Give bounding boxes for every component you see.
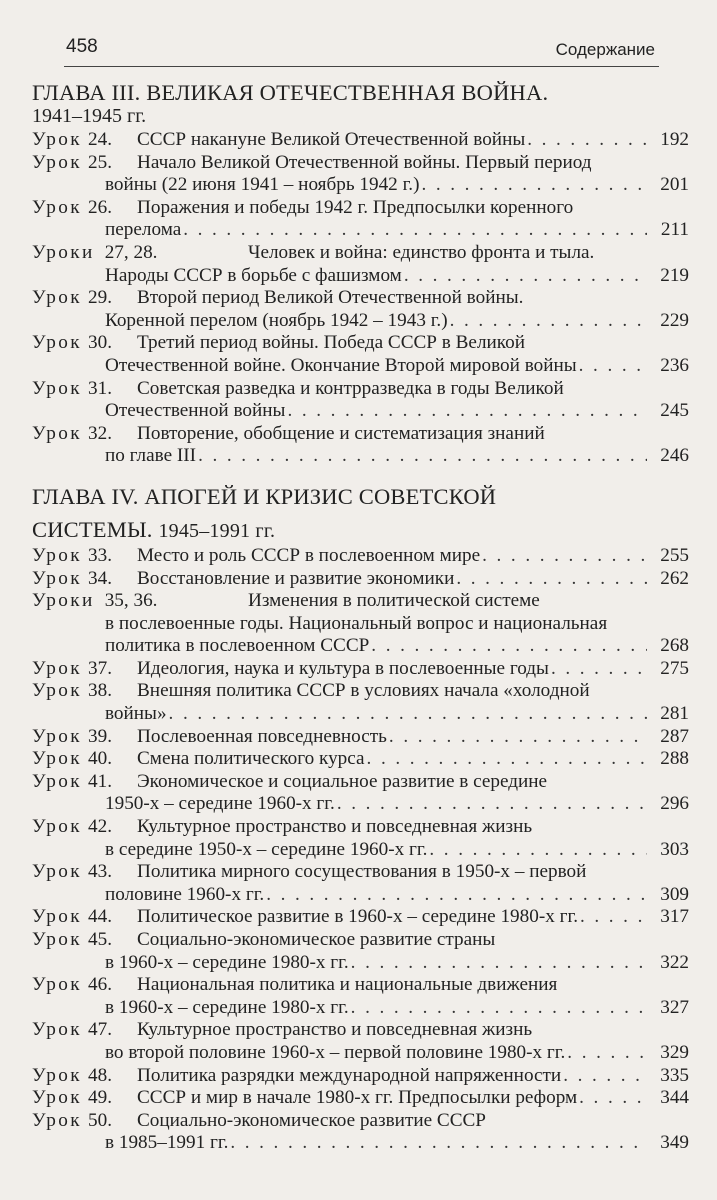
lesson-word: Урок (32, 861, 83, 883)
lesson-number: 41. (88, 770, 112, 792)
lesson-label (32, 906, 137, 929)
chapter-section (32, 484, 689, 1155)
dot-leader (580, 906, 647, 929)
lesson-number: 46. (88, 974, 112, 996)
lesson-label (32, 129, 137, 152)
lesson-label (32, 1019, 137, 1042)
lesson-word: Урок (32, 196, 83, 218)
lesson-word: Урок (32, 1064, 83, 1086)
lesson-word: Урок (32, 929, 83, 950)
lesson-label (32, 545, 137, 568)
lesson-word: Урок (32, 129, 83, 150)
lesson-entry[interactable] (32, 152, 689, 197)
header-rule (64, 66, 659, 67)
lesson-word: Урок (32, 544, 83, 566)
page-reference: 288 (660, 748, 689, 770)
page-reference: 281 (660, 703, 689, 725)
dot-leader (367, 748, 647, 771)
dot-leader (351, 997, 647, 1020)
page-reference: 255 (660, 544, 689, 566)
lesson-word: Урок (32, 151, 83, 173)
lesson-word: Урок (32, 1109, 83, 1131)
lesson-entry[interactable] (32, 332, 689, 377)
lesson-label (32, 197, 137, 220)
lesson-title-line: перелома (105, 219, 182, 241)
page-reference: 317 (660, 906, 689, 928)
dot-leader (527, 129, 647, 152)
page-reference: 219 (660, 264, 689, 286)
lesson-title-line: Социально-экономическое развитие страны (137, 929, 496, 950)
dot-leader (230, 1132, 647, 1155)
lesson-title-line: войны (22 июня 1941 – ноябрь 1942 г.) (105, 174, 420, 196)
lesson-word: Уроки (32, 590, 95, 612)
lesson-word: Урок (32, 332, 83, 354)
lesson-word: Урок (32, 567, 83, 589)
lesson-word: Урок (32, 422, 83, 444)
lesson-label (32, 816, 137, 839)
lesson-title-line: Советская разведка и контрразведка в годы Великой (137, 377, 564, 399)
lesson-entry[interactable] (32, 568, 689, 591)
dot-leader (404, 265, 647, 288)
lesson-label (32, 568, 137, 591)
lesson-title-line: Изменения в политической системе (248, 590, 540, 612)
page-reference: 262 (660, 567, 689, 589)
lesson-label (32, 287, 137, 310)
lesson-title-line: Третий период войны. Победа СССР в Великой (137, 332, 525, 354)
lesson-number: 27, 28. (104, 241, 158, 263)
dot-leader (351, 952, 647, 975)
lesson-number: 48. (88, 1064, 112, 1086)
lesson-entry[interactable] (32, 197, 689, 242)
lesson-label (32, 658, 137, 681)
dot-leader (482, 545, 647, 568)
lesson-title-line: Национальная политика и национальные движения (137, 974, 558, 996)
lesson-entry[interactable] (32, 423, 689, 468)
lesson-word: Урок (32, 906, 83, 928)
chapter-dates: 1945–1991 гг. (158, 519, 276, 542)
page-reference: 335 (660, 1064, 689, 1086)
dot-leader (450, 310, 647, 333)
page-reference: 344 (660, 1087, 689, 1109)
lesson-title-line: Второй период Великой Отечественной войны. (137, 287, 524, 309)
lesson-title-line: Социально-экономическое развитие СССР (137, 1109, 486, 1131)
lesson-entry[interactable] (32, 1019, 689, 1064)
lesson-number: 42. (88, 816, 112, 838)
lesson-entry[interactable] (32, 906, 689, 929)
lesson-title-line: Культурное пространство и повседневная жизнь (137, 1019, 533, 1041)
lesson-number: 43. (88, 861, 112, 883)
lesson-title-line: по главе III (105, 445, 197, 467)
lesson-word: Уроки (32, 241, 95, 263)
dot-leader (563, 1065, 647, 1088)
dot-leader (567, 1042, 647, 1065)
page-reference: 201 (660, 174, 689, 196)
lesson-title-line: Начало Великой Отечественной войны. Первый период (137, 151, 592, 173)
lesson-title-line: во второй половине 1960-х – первой половине 1980-х гг. (105, 1041, 566, 1063)
dot-leader (421, 174, 647, 197)
chapter-section (32, 80, 689, 468)
chapter-title (32, 80, 689, 105)
lesson-label (32, 1065, 137, 1088)
lesson-label (32, 680, 137, 703)
lesson-label (32, 1110, 137, 1133)
chapter-title-line (32, 105, 689, 128)
chapter-title-line (32, 517, 689, 544)
lesson-entry[interactable] (32, 726, 689, 749)
chapter-title-text: ГЛАВА IV. АПОГЕЙ И КРИЗИС СОВЕТСКОЙ (32, 483, 497, 509)
lesson-number: 26. (88, 196, 112, 218)
running-title: Содержание (555, 40, 655, 59)
lesson-label (32, 590, 248, 613)
lesson-label (32, 771, 137, 794)
lesson-title-line: Народы СССР в борьбе с фашизмом (105, 264, 402, 286)
lesson-title-line: войны» (105, 703, 167, 725)
lesson-entry[interactable] (32, 816, 689, 861)
lesson-word: Урок (32, 725, 83, 747)
lesson-entry[interactable] (32, 1065, 689, 1088)
lesson-entry[interactable] (32, 1087, 689, 1110)
lesson-word: Урок (32, 1087, 83, 1109)
table-of-contents (32, 80, 689, 1155)
dot-leader (337, 793, 647, 816)
chapter-title-continuation: СИСТЕМЫ. (32, 516, 153, 542)
lesson-number: 50. (88, 1109, 112, 1131)
lesson-title-line: Внешняя политика СССР в условиях начала «холодной (137, 680, 590, 702)
lesson-title-line: в 1960-х – середине 1980-х гг. (105, 996, 349, 1018)
dot-leader (579, 355, 647, 378)
lesson-word: Урок (32, 748, 83, 770)
lesson-title-line: Послевоенная повседневность (137, 725, 387, 747)
lesson-label (32, 378, 137, 401)
dot-leader (169, 703, 647, 726)
lesson-label (32, 1087, 137, 1110)
lesson-entry[interactable] (32, 129, 689, 152)
lesson-title-line: в середине 1950-х – середине 1960-х гг. (105, 838, 428, 860)
lesson-title-line: Восстановление и развитие экономики (137, 567, 455, 589)
dot-leader (183, 219, 647, 242)
lesson-title-line: в 1985–1991 гг. (105, 1132, 229, 1154)
lesson-label (32, 974, 137, 997)
lesson-number: 34. (88, 567, 112, 589)
lesson-entry[interactable] (32, 378, 689, 423)
lesson-title-line: Поражения и победы 1942 г. Предпосылки коренного (137, 196, 574, 218)
page-reference: 309 (660, 883, 689, 905)
lesson-entry[interactable] (32, 974, 689, 1019)
lesson-number: 35, 36. (104, 590, 158, 612)
lesson-title-line: Политика мирного сосуществования в 1950-х – первой (137, 861, 587, 883)
lesson-entry[interactable] (32, 748, 689, 771)
lesson-entry[interactable] (32, 590, 689, 658)
lesson-word: Урок (32, 974, 83, 996)
lesson-title-line: в 1960-х – середине 1980-х гг. (105, 951, 349, 973)
page-reference: 268 (660, 635, 689, 657)
lesson-word: Урок (32, 680, 83, 702)
lesson-label (32, 152, 137, 175)
dot-leader (287, 400, 647, 423)
lesson-word: Урок (32, 657, 83, 679)
lesson-entry[interactable] (32, 1110, 689, 1155)
lesson-number: 47. (88, 1019, 112, 1041)
dot-leader (266, 884, 647, 907)
lesson-number: 32. (88, 422, 112, 444)
dot-leader (551, 658, 647, 681)
page-reference: 245 (660, 400, 689, 422)
page-reference: 211 (660, 219, 689, 241)
lesson-number: 31. (88, 377, 112, 399)
lesson-entry[interactable] (32, 287, 689, 332)
lesson-title-line: СССР накануне Великой Отечественной войны (137, 129, 526, 150)
page-reference: 275 (660, 657, 689, 679)
dot-leader (389, 726, 647, 749)
lesson-title-line: Человек и война: единство фронта и тыла. (248, 241, 595, 263)
lesson-number: 24. (88, 129, 112, 150)
lesson-title-line: Политическое развитие в 1960-х – середине 1980-х гг. (137, 906, 578, 928)
chapter-dates: 1941–1945 гг. (32, 105, 147, 127)
lesson-number: 29. (88, 287, 112, 309)
lesson-number: 25. (88, 151, 112, 173)
lesson-title-line: половине 1960-х гг. (105, 883, 265, 905)
page-reference: 246 (660, 445, 689, 467)
lesson-word: Урок (32, 770, 83, 792)
lesson-title-line: в послевоенные годы. Национальный вопрос и национальная (105, 612, 608, 634)
lesson-entry[interactable] (32, 929, 689, 974)
lesson-number: 30. (88, 332, 112, 354)
lesson-entry[interactable] (32, 242, 689, 287)
lesson-entry[interactable] (32, 658, 689, 681)
dot-leader (371, 635, 647, 658)
lesson-title-line: Культурное пространство и повседневная жизнь (137, 816, 533, 838)
lesson-number: 37. (88, 657, 112, 679)
page-reference: 287 (660, 725, 689, 747)
lesson-number: 38. (88, 680, 112, 702)
page-reference: 229 (660, 309, 689, 331)
lesson-word: Урок (32, 816, 83, 838)
page-header (32, 0, 689, 64)
chapter-title (32, 484, 689, 509)
lesson-title-line: 1950-х – середине 1960-х гг. (105, 793, 335, 815)
lesson-word: Урок (32, 377, 83, 399)
lesson-title-line: Смена политического курса (137, 748, 365, 770)
lesson-title-line: политика в послевоенном СССР (105, 635, 370, 657)
lesson-word: Урок (32, 1019, 83, 1041)
lesson-list (32, 545, 689, 1155)
lesson-title-line: Отечественной войны (105, 400, 286, 422)
lesson-title-line: Отечественной войне. Окончание Второй мировой войны (105, 354, 577, 376)
dot-leader (429, 839, 647, 862)
lesson-number: 49. (88, 1087, 112, 1109)
page-reference: 327 (660, 996, 689, 1018)
page-number: 458 (66, 36, 98, 57)
page-reference: 192 (660, 129, 689, 150)
lesson-label (32, 929, 137, 952)
lesson-entry[interactable] (32, 680, 689, 725)
lesson-label (32, 726, 137, 749)
lesson-number: 33. (88, 544, 112, 566)
page-reference: 296 (660, 793, 689, 815)
lesson-title-line: Политика разрядки международной напряженности (137, 1064, 562, 1086)
lesson-label (32, 332, 137, 355)
lesson-number: 40. (88, 748, 112, 770)
lesson-number: 39. (88, 725, 112, 747)
lesson-title-line: СССР и мир в начале 1980-х гг. Предпосылки реформ (137, 1087, 578, 1109)
lesson-list (32, 129, 689, 468)
lesson-word: Урок (32, 287, 83, 309)
dot-leader (198, 445, 647, 468)
page-reference: 349 (660, 1132, 689, 1154)
lesson-title-line: Место и роль СССР в послевоенном мире (137, 544, 481, 566)
chapter-title-text: ГЛАВА III. ВЕЛИКАЯ ОТЕЧЕСТВЕННАЯ ВОЙНА. (32, 80, 549, 105)
dot-leader (456, 568, 647, 591)
page-reference: 303 (660, 838, 689, 860)
lesson-number: 44. (88, 906, 112, 928)
lesson-label (32, 748, 137, 771)
dot-leader (579, 1087, 647, 1110)
lesson-label (32, 861, 137, 884)
lesson-entry[interactable] (32, 545, 689, 568)
lesson-entry[interactable] (32, 861, 689, 906)
lesson-entry[interactable] (32, 771, 689, 816)
page-reference: 329 (660, 1041, 689, 1063)
lesson-title-line: Экономическое и социальное развитие в середине (137, 770, 548, 792)
page-reference: 236 (660, 354, 689, 376)
page-reference: 322 (660, 951, 689, 973)
lesson-title-line: Идеология, наука и культура в послевоенные годы (137, 657, 549, 679)
lesson-label (32, 242, 248, 265)
lesson-label (32, 423, 137, 446)
lesson-title-line: Повторение, обобщение и систематизация знаний (137, 422, 545, 444)
lesson-number: 45. (88, 929, 112, 950)
lesson-title-line: Коренной перелом (ноябрь 1942 – 1943 г.) (105, 309, 448, 331)
